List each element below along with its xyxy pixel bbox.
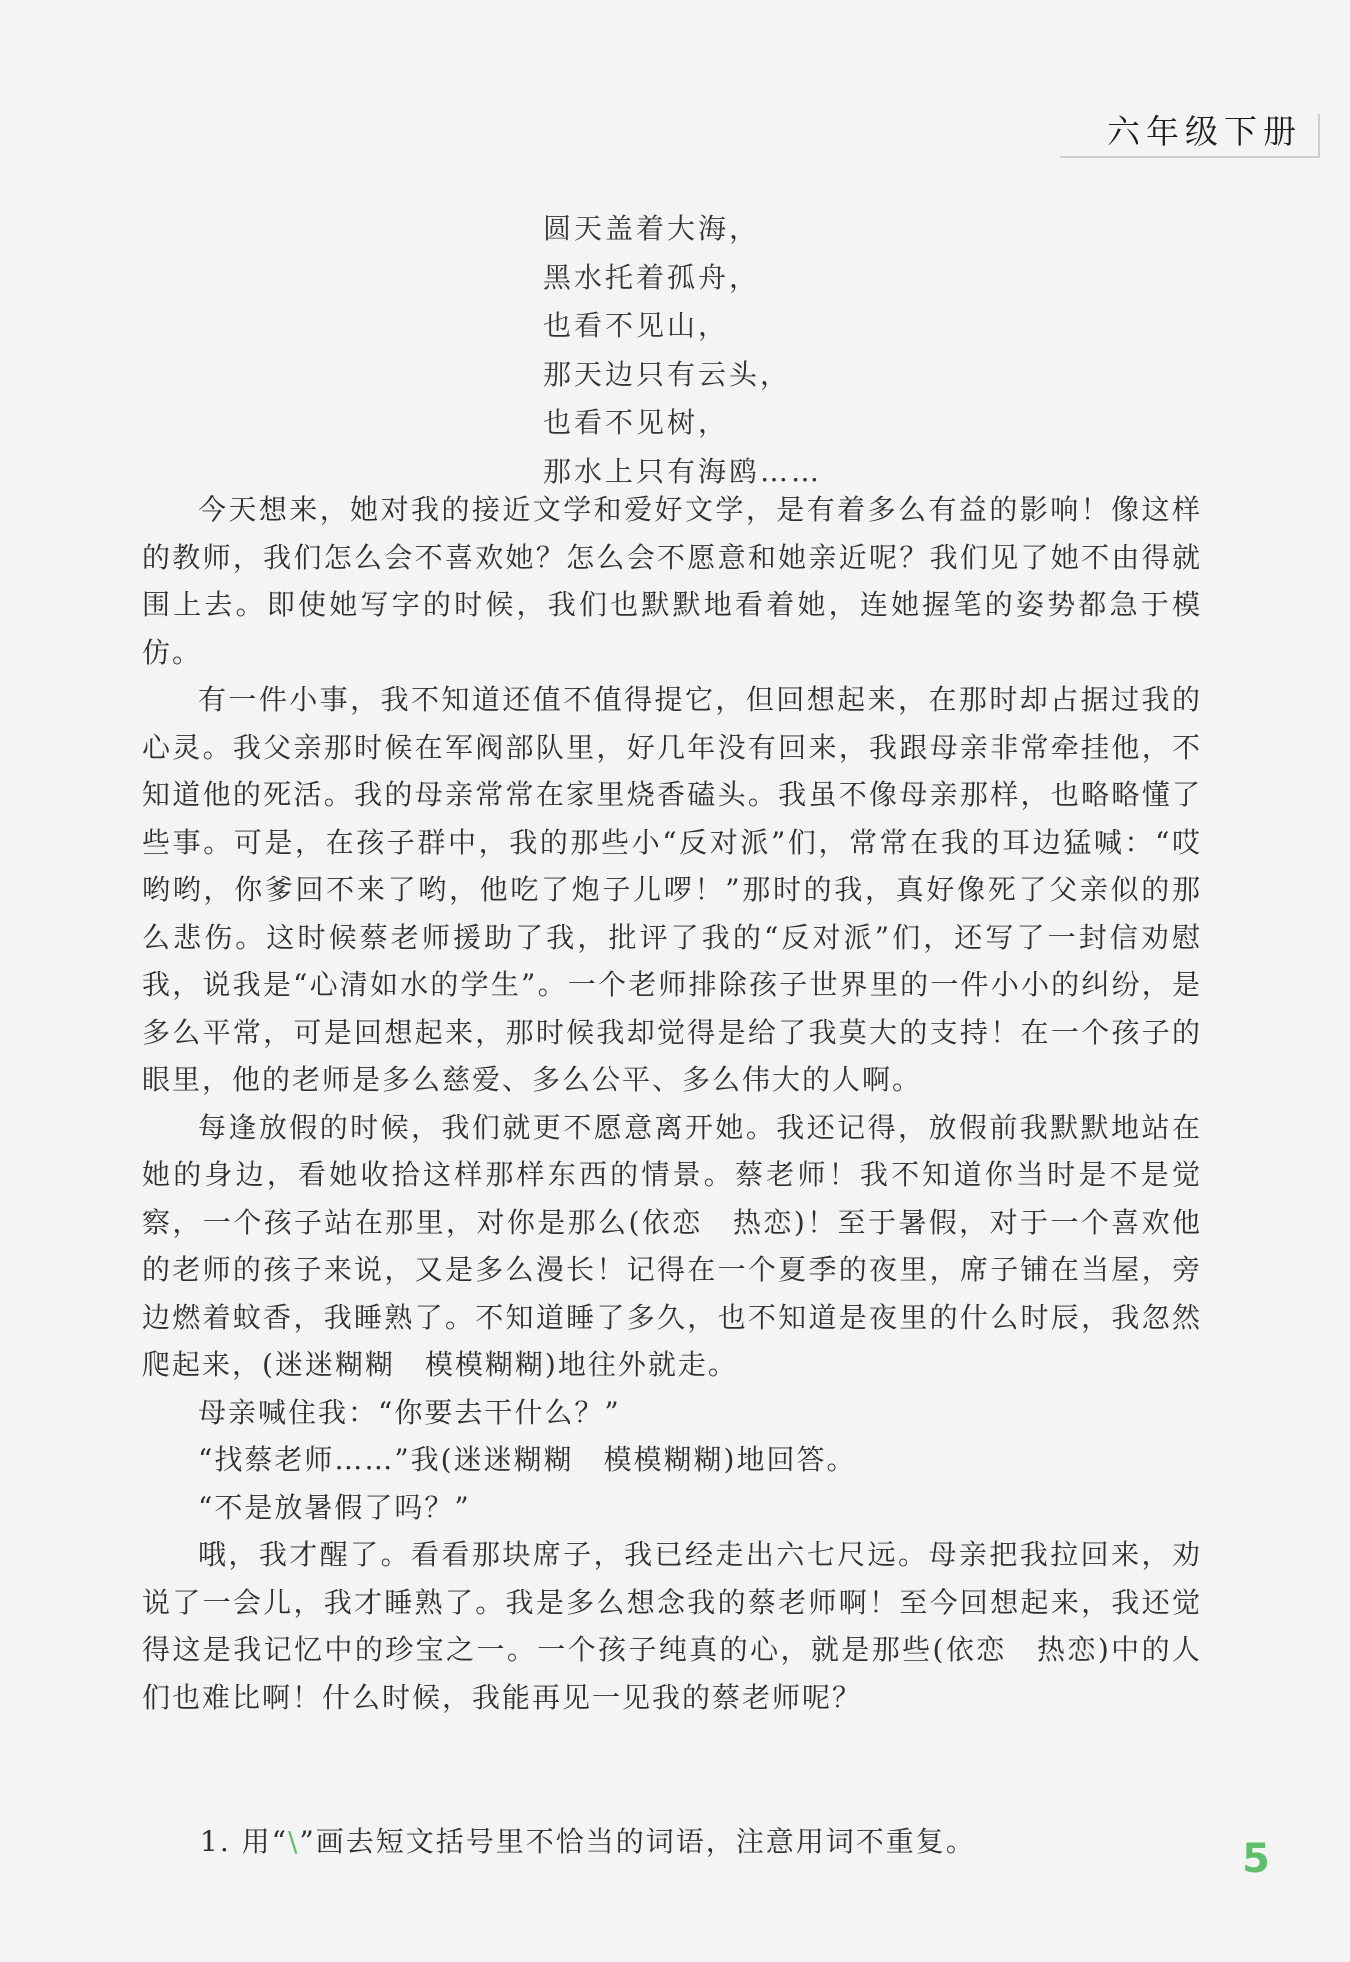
paragraph: “不是放暑假了吗？” [198, 1490, 471, 1524]
poem-line: 黑水托着孤舟， [543, 260, 761, 294]
grade-label: 六年级下册 [1107, 112, 1302, 151]
poem [543, 205, 822, 496]
body-text [142, 486, 1202, 1721]
header-tick [1318, 114, 1320, 158]
poem-line: 也看不见山， [543, 309, 730, 342]
paragraph: “找蔡老师……”我(迷迷糊糊 模模糊糊)地回答。 [198, 1443, 857, 1476]
poem-line: 也看不见树， [543, 406, 730, 439]
paragraph: 每逢放假的时候，我们就更不愿意离开她。我还记得，放假前我默默地站在她的身边，看她收拾这样那样东西的情景。蔡老师！我不知道你当时是不是觉察，一个孩子站在那里，对你是那么(依恋 热恋)！至于暑假，对于一个喜欢他的老师的孩子来说，又是多么漫长！记得在一个夏季的夜里，席子铺在当屋，旁边燃着蚊香，我睡熟了。不知道睡了多久，也不知道是夜里的什么时辰，我忽然爬起来，(迷迷糊糊 模模糊糊)地往外就走。 [142, 1110, 1202, 1381]
question-suffix: ”画去短文括号里不恰当的词语，注意用词不重复。 [299, 1825, 976, 1858]
poem-line: 圆天盖着大海， [543, 212, 761, 245]
poem-line: 那天边只有云头， [543, 357, 792, 391]
exercise-question [200, 1820, 976, 1860]
page-header [1060, 102, 1320, 158]
paragraph: 哦，我才醒了。看看那块席子，我已经走出六七尺远。母亲把我拉回来，劝说了一会儿，我才睡熟了。我是多么想念我的蔡老师啊！至今回想起来，我还觉得这是我记忆中的珍宝之一。一个孩子纯真的心，就是那些(依恋 热恋)中的人们也难比啊！什么时候，我能再见一见我的蔡老师呢？ [142, 1538, 1202, 1714]
paragraph: 今天想来，她对我的接近文学和爱好文学，是有着多么有益的影响！像这样的教师，我们怎么会不喜欢她？怎么会不愿意和她亲近呢？我们见了她不由得就围上去。即使她写字的时候，我们也默默地看着她，连她握笔的姿势都急于模仿。 [142, 493, 1202, 669]
poem-line: 那水上只有海鸥…… [543, 454, 823, 488]
paragraph: 有一件小事，我不知道还值不值得提它，但回想起来，在那时却占据过我的心灵。我父亲那时候在军阀部队里，好几年没有回来，我跟母亲非常牵挂他，不知道他的死活。我的母亲常常在家里烧香磕头。我虽不像母亲那样，也略略懂了些事。可是，在孩子群中，我的那些小“反对派”们，常常在我的耳边猛喊：“哎哟哟，你爹回不来了哟，他吃了炮子儿啰！”那时的我，真好像死了父亲似的那么悲伤。这时候蔡老师援助了我，批评了我的“反对派”们，还写了一封信劝慰我，说我是“心清如水的学生”。一个老师排除孩子世界里的一件小小的纠纷，是多么平常，可是回想起来，那时候我却觉得是给了我莫大的支持！在一个孩子的眼里，他的老师是多么慈爱、多么公平、多么伟大的人啊。 [142, 683, 1202, 1096]
page-number: 5 [1242, 1836, 1270, 1882]
header-rule [1060, 156, 1320, 158]
question-prefix: 1. 用“ [200, 1825, 288, 1858]
slash-mark: \ [287, 1825, 300, 1858]
paragraph: 母亲喊住我：“你要去干什么？” [198, 1395, 621, 1429]
